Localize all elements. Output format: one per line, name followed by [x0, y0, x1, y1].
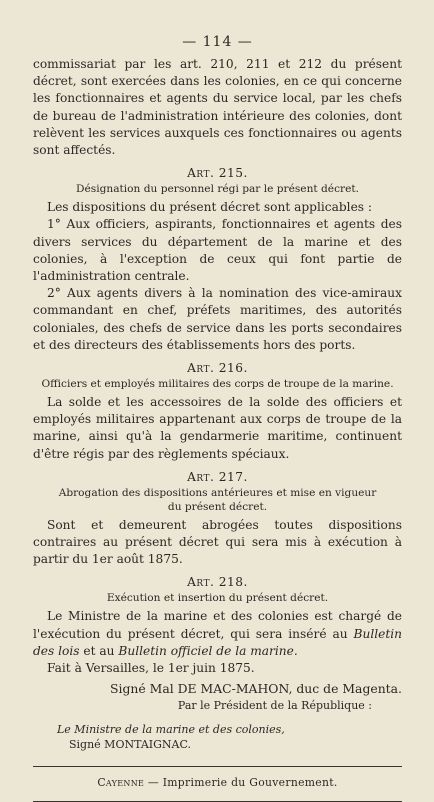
footer-printer: Imprimerie du Gouvernement. — [162, 776, 338, 790]
article-218-para — [33, 608, 402, 660]
article-215-para-b: 1° Aux officiers, aspirants, fonctionnaires et agents des divers services du département de la marine et des colonies, à l'exception de ceux qui font partie de l'administration centrale. — [33, 217, 402, 284]
article-215-label: Art. 215. — [187, 166, 248, 181]
paragraph-intro: commissariat par les art. 210, 211 et 212 du présent décret, sont exercées dans les colonies, en ce qui concerne les fonctionnaires et agents du service local, par les chefs de bureau de l'administration intérieure des colonies, dont relèvent les services auxquels ces fonctionnaires ou agents sont affectés. — [33, 57, 402, 158]
par-le-president: Par le Président de la République : — [177, 699, 372, 713]
article-218-text-start: Le Ministre de la marine et des colonies est chargé de l'exécution du présent décret, qui sera inséré au — [33, 609, 402, 641]
footer-imprint — [33, 776, 402, 789]
article-215-heading: Désignation du personnel régi par le présent décret. — [76, 183, 359, 196]
bulletin-officiel: Bulletin officiel de la marine. — [118, 643, 298, 658]
article-216-heading: Officiers et employés militaires des corps de troupe de la marine. — [41, 378, 394, 391]
article-216-label: Art. 216. — [187, 361, 248, 376]
article-216-title — [33, 360, 402, 377]
article-218-heading: Exécution et insertion du présent décret. — [106, 592, 329, 605]
article-217-label: Art. 217. — [187, 469, 248, 484]
article-217-heading-line1: Abrogation des dispositions antérieures et mise en vigueur — [58, 486, 377, 499]
signature-mac-mahon: Signé Mal DE MAC-MAHON, duc de Magenta. — [110, 681, 402, 697]
footer-rule — [33, 766, 402, 767]
article-216-para: La solde et les accessoires de la solde des officiers et employés militaires appartenant aux corps de troupe de la marine, ainsi qu'à la gendarmerie maritime, continuent d'être régis par des règlements spéciaux. — [33, 395, 402, 461]
minister-title: Le Ministre de la marine et des colonies, — [57, 723, 285, 737]
bulletin-des-lois: Bulletin des lois — [33, 626, 402, 658]
article-218-text-mid: et au — [79, 643, 119, 658]
page-number: — 114 — — [182, 34, 253, 50]
footer-city: Cayenne — [97, 776, 145, 790]
article-215-para-a: Les dispositions du présent décret sont applicables : — [47, 200, 373, 215]
article-217-title — [33, 469, 402, 486]
footer-dash: — — [144, 776, 163, 790]
minister-signature: Signé MONTAIGNAC. — [69, 738, 191, 752]
article-218-label: Art. 218. — [187, 575, 248, 590]
article-217-para: Sont et demeurent abrogées toutes dispositions contraires au présent décret qui sera mis à exécution à partir du 1er août 1875. — [33, 517, 402, 567]
article-215-para-c: 2° Aux agents divers à la nomination des vice-amiraux commandant en chef, préfets maritimes, des autorités coloniales, des chefs de service dans les ports secondaires et des directeurs des établissements hors des ports. — [33, 286, 402, 352]
article-217-heading-line2: du présent décret. — [167, 500, 268, 513]
fait-a-versailles: Fait à Versailles, le 1er juin 1875. — [47, 661, 255, 676]
article-215-title — [33, 165, 402, 182]
article-218-title — [33, 574, 402, 591]
